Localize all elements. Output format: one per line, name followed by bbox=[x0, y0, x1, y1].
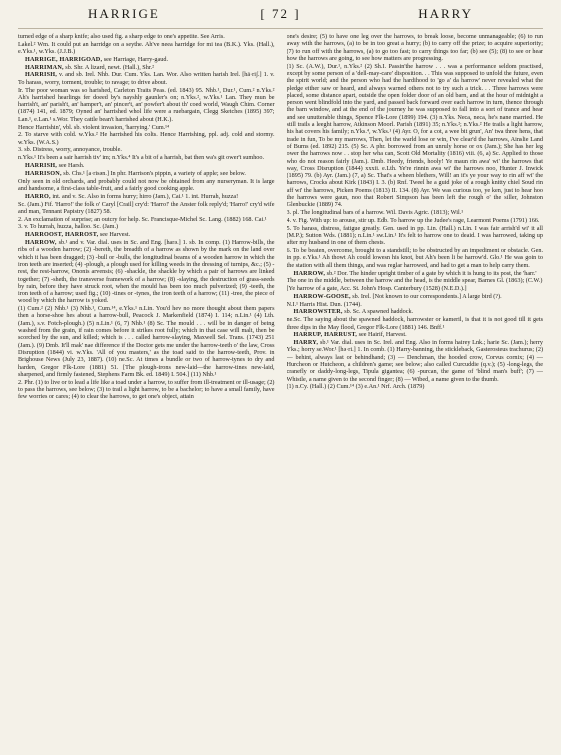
dictionary-entry bbox=[287, 247, 544, 269]
left-column bbox=[18, 33, 275, 748]
headword: HARRISH, bbox=[25, 71, 58, 79]
dictionary-entry bbox=[18, 33, 275, 40]
entry-text: (1) Sc. (A.W.), Dur.¹, n.Yks.² (2) Sh.I. Passin'the harrow . . . was a performance seldom practised, except by some person of a 'dell-may-care' disposition. . . This was supposed to unfold the future, even the spirit world; and the person who had the hardihood to 'go a' da harrow' never revealed what the pledge either saw or heard, and always warned others not to try such a trick. . . Three harrows were placed, some distance apart, outside the open folder door of an old barn, and at the hour of midnight a person went blindfold into the yard, and passed back forward over each harrow in turn, thence through the barn window, and at the end of the journey he was supposed to fall into a sort of trance and hear and see unutterable things, Spence Flk-Lore (1899) 194. (3) n.Yks. Neca, neca, he's nane married. He still trails a leeght harrow, Atkinson Moorl. Parish (1891) 35; n.Yks.²; n.Yks.² He trails a light harrow, his hat covers his family; n.Yks.⁴, w.Yks.¹ (4) Ayr. O, for a cot, a wee bit grun', An' twa three hens, that trade in fun, To be my marrows, Then, let the warld lose or win, I've clear'd the harrows, Ainslie Land of Burns (ed. 1892) 215. (5) Sc. A phr. borrowed from an unruly horse or ox (Jam.); She has her leg ower the harrows now . . stop her wha can, Scott Old Mortality (1816) viii. (6, a) Sc. Applied to those who do not reason fairly (Jam.). Dmb. Heedy, friends, hooly! Ye maun rin awa' wi' the harrows that way, Cross Disruption (1844) xxxii. e.Lth. Ye're rinnin awa wi' the harrows noo, Hunter J. Inwick (1895) 79. (b) Ayr. (Jam.) (7, a) Sc. That's a wheen blethers, Will! an it's ye your way to rin aff wi' the harrows, Crocks about Kirk (1843) I. 3. (b) Rnf. Tweel he a guid joke of a rough knitty chiel Soud rin aff wi' the harrows, Picken Poems (1813) II. 134. (8) Ayr. We was curious too, ye ken, just to hear hoo the harrows were gaun, noo that Robert Simpson has been left the rough o' the siller, Johnston Glenbuckie (1889) 74. bbox=[286, 62, 543, 209]
entry-text: 3. v. To hurrah, huzza, halloo. Sc. (Jam.) bbox=[18, 223, 119, 231]
headword: HARROW, bbox=[25, 239, 57, 247]
dictionary-entry bbox=[287, 217, 544, 224]
entry-text: see Harvest. bbox=[99, 231, 131, 239]
entry-text: [Ye harrow of a gate, Acc. St. John's Hosp. Canterbury (1528) (N.E.D.).] bbox=[286, 285, 467, 293]
dictionary-entry bbox=[287, 225, 544, 247]
dictionary-entry bbox=[18, 305, 275, 378]
dictionary-entry bbox=[18, 239, 275, 305]
entry-text: int. and v. Sc. Also in forms hurry; hirro (Jam.), Cai.¹ 1. int. Hurrah, huzza! bbox=[52, 192, 239, 200]
headword: HARRIMAN, bbox=[25, 63, 64, 71]
dictionary-entry bbox=[18, 201, 275, 216]
dictionary-entry bbox=[18, 41, 275, 56]
entry-text: 5. To harass, distress, fatigue greatly. Gen. used in pp. Lin. (Hall.) n.Lin. I was fair arrish'd wi' it all (M.P.); Sutton Wds. (1881); n.Lin.¹ sw.Lin.¹ It's felt to harrow one to deaid. I was harrowed, taking up after my husband in one of them chests. bbox=[286, 224, 543, 247]
entry-text: 2. An exclamation of surprise; an outcry for help. Sc. Francisque-Michel Sc. Lang. (1882) 168. Cai.¹ bbox=[18, 215, 267, 223]
dictionary-entry bbox=[18, 87, 275, 123]
entry-text: one's desire; (5) to have one leg over the harrows, to break loose, become unmanageable; (6) to run away with the harrows, (a) to be in too great a hurry; (b) to carry off the prize; to acquire superiority; (7) to run off with the harrows, (a) to go too fast; to carry things too far; (b) see (5); (8) to see or hear how the harrows are going, to see how matters are progressing. bbox=[286, 33, 543, 62]
entry-text: Sc. (Jam.) Fif. 'Harro!' the folk o' Caryl [Crail] cry'd: 'Harro!' the Anster folk reply'd; 'Harro!' cry'd wife and man, Tennant Papistry (1827) 58. bbox=[18, 200, 275, 215]
entry-text: n.Yks.¹ It's been a sair harrish tiv' im; n.Yks.⁴ It's a bit of a harrish, bat then wa's git ower't sumhoo. bbox=[18, 154, 265, 162]
page-number: [ 72 ] bbox=[260, 6, 301, 21]
entry-text: 2. Phr. (1) to live or to lead a life like a toad under a harrow, to suffer from ill-treatment or ill-usage; (2) to pass the harrows, see below; (3) to trail a light harrow, to be a bachelor; to have a small family, have few worries or cares; (4) to clear the harrows, to get one's object, attain bbox=[18, 378, 275, 401]
dictionary-entry bbox=[18, 379, 275, 401]
dictionary-entry bbox=[18, 64, 275, 71]
headword: HARRO, bbox=[25, 192, 51, 200]
dictionary-entry bbox=[287, 331, 544, 338]
text-columns bbox=[18, 33, 543, 748]
entry-text: 6. To be beaten, overcome, brought to a standstill; to be obstructed by an impediment or obstacle. Gen. in pp. e.Yks.¹ Ah thowt Ah could lowesn his knot, but Ah's been li be harrow'd. Glo.¹ He was goin to the station with all them things, and was reglar harrowed, and had to get a man to help carry them. bbox=[286, 247, 543, 269]
entry-text: Lakel.² Wm. It could put an harridge on a seythe. Ah've neea harridge for mi tea (B.K.). Yks. (Hall.), e.Yks.¹, w.Yks. (J.J.B.) bbox=[18, 40, 275, 56]
headword: HARRY, bbox=[293, 339, 319, 347]
entry-text: The one in the middle, between the harrow and the head, is the middle spear, Barnes Gl. (1863); (C.W.) bbox=[286, 277, 543, 285]
dictionary-entry bbox=[18, 71, 275, 86]
entry-text: see Harriage, Harry-gaud. bbox=[103, 55, 168, 63]
dictionary-entry bbox=[18, 216, 275, 223]
entry-text: 4. v. Fig. With up: to arouse, stir up. Edb. To harrow up the Judee's rage, Learmont Poems (1791) 166. bbox=[286, 216, 540, 224]
dictionary-entry bbox=[287, 277, 544, 284]
dictionary-entry bbox=[287, 285, 544, 292]
entry-text: sb. Irel. [Not known to our correspondents.] A large bird (?). bbox=[352, 292, 502, 300]
dictionary-entry bbox=[287, 308, 544, 315]
entry-text: sb. Sc. A spawned haddock. bbox=[344, 308, 414, 316]
entry-text: (1) n.Cy. (Hall.) (2) Cum.¹⁴ (3) e.An.¹ Nrf. Arch. (1879) bbox=[286, 383, 425, 391]
entry-text: Hence Harrishin', vbl. sb. violent invasion, 'harrying.' Cum.¹⁴ bbox=[18, 123, 170, 131]
dictionary-entry bbox=[18, 231, 275, 238]
right-column bbox=[287, 33, 544, 748]
entry-text: N.I.¹ Harris Hist. Dun. (1744). bbox=[286, 300, 362, 308]
headword: HARROW, bbox=[293, 269, 326, 277]
dictionary-entry bbox=[287, 339, 544, 383]
headword: HARROW-GOOSE, bbox=[293, 292, 351, 300]
entry-text: sb. Chs.¹ [a·risən.] In phr. Harrison's pippin, a variety of apple; see below. bbox=[63, 169, 246, 177]
entry-text: sb.² Dor. The hinder upright timber of a gate by which it is hung to its post, the 'harr.' bbox=[326, 269, 537, 277]
entry-text: 3. pl. The longitudinal bars of a harrow. Wil. Davis Agric. (1813); Wil.¹ bbox=[286, 209, 464, 217]
headword: HARRUP, HARRUST, bbox=[293, 331, 358, 339]
dictionary-entry bbox=[18, 162, 275, 169]
running-head-right: HARRY bbox=[418, 6, 473, 21]
entry-text: 3. sb. Distress, worry, annoyance, trouble. bbox=[18, 146, 122, 154]
entry-text: ne.Sc. The saying about the spawned haddock, harrowster or kameril, is that it is not good till it gets three dips in the May flood, Gregor Flk-Lore (1881) 146. Bnff.¹ bbox=[286, 316, 543, 331]
entry-text: Ir. The poor woman was so harished, Carleton Traits Peas. (ed. 1843) 95. Nhb.¹, Dur.¹, Cum.² n.Yks.² Ah's harrished hearlings fer doeed by's nayshly gaunler's on; n.Yks.², w.Yks.¹ Lan. They mun be harrish't, an' parish't, an' hamper't, an' pincer't, an' powfer't about th' coed world, Waugh Chim. Corner (1874) 141, ed. 1879; Oyned an' harrished whol life were a ruebargain, Clegg Sketches (1895) 397; Lan.¹, e.Lan.¹ s.Wor. They cattle bean't harrished about (H.K.). bbox=[18, 86, 275, 123]
entry-text: see Harsh. bbox=[58, 162, 85, 170]
dictionary-entry bbox=[18, 131, 275, 146]
dictionary-entry bbox=[287, 301, 544, 308]
dictionary-entry bbox=[18, 170, 275, 177]
headword: HARRISON, bbox=[25, 169, 62, 177]
dictionary-entry bbox=[287, 63, 544, 209]
headword: HARRISH, bbox=[25, 162, 58, 170]
entry-text: sb. Shr. A lizard, newt. (Hall.), Shr.² bbox=[65, 63, 154, 71]
headword: HARROOST, HARROST, bbox=[25, 231, 99, 239]
dictionary-entry bbox=[287, 316, 544, 331]
dictionary-entry bbox=[287, 383, 544, 390]
dictionary-entry bbox=[18, 124, 275, 131]
dictionary-entry bbox=[18, 223, 275, 230]
entry-text: sb.¹ and v. Var. dial. uses in Sc. and Eng. [harə.] 1. sb. In comp. (1) Harrow-bills, the ribs of a wooden harrow; (2) -bereth, the breadth of a harrow as shown by the mark on the land over which it has been dragged; (3) -bull or -bulls, the longitudinal beams of a wooden harrow in which the iron teeth are inserted; (4) -plough, a plough used for killing weeds in the dressing of turnips, &c.; (5) -rest, the rest-harrow, Ononis arvensis; (6) -shackle, the shackle by which a pair of harrows are linked together; (7) -sheth, the transverse framework of a harrow; (8) -slaying, the destruction of grass-seeds by rain, before they have struck root, when the mould has been too much pulverized; (9) -teeth, the iron teeth of a harrow; used fig.; (10) -tines or -tynes, the iron teeth of a harrow; (11) -tree, the piece of wood by which the harrow is yoked. bbox=[18, 239, 275, 305]
headword: HARRIGE, HARRIGOAD, bbox=[25, 55, 103, 63]
running-head-left: HARRIGE bbox=[88, 6, 160, 21]
entry-text: 2. To starve with cold. w.Yks.² He harrished his colts. Hence Harrishing, ppl. adj. cold and stormy. w.Yks. (W.A.S.) bbox=[18, 131, 275, 146]
dictionary-entry bbox=[18, 193, 275, 200]
entry-text: sb.¹ Var. dial. uses in Sc. Irel. and Eng. Also in forms hairey Lnk.; harie Sc. (Jam.); herry Yks.; horry se.Wor.¹ [hə·ri.] 1. In comb. (1) Harry-banning, the stickleback, Gasterosteus trachurus; (2) — behint, always last or behindhand; (3) — Denchman, the hooded crow, Corvus cornix; (4) — Hurcheon or Hutcheon, a children's game; see below; also called Curcuddie (q.v.); (5) -long-legs, the cranefly or daddy-long-legs, Tipula gigantea; (6) -purcan, the game of 'blind man's buff'; (7) — Whistle, a name given to the second finger; (8) — Wibed, a name given to the thumb. bbox=[286, 339, 543, 383]
entry-text: turned edge of a sharp knife; also used fig. a sharp edge to one's appetite. See Arris. bbox=[18, 33, 225, 40]
dictionary-entry bbox=[287, 33, 544, 62]
dictionary-entry bbox=[287, 270, 544, 277]
dictionary-entry bbox=[18, 154, 275, 161]
dictionary-entry bbox=[287, 209, 544, 216]
entry-text: v. and sb. Irel. Nhb. Dur. Cum. Yks. Lan. Wor. Also written harish Irel. [hā·riʃ.] 1. v. To harass, worry, torment, trouble; to ravage; to drive about. bbox=[18, 71, 275, 86]
entry-text: see Hairif, Harvest. bbox=[358, 331, 407, 339]
entry-text: Only seen in old orchards, and probably could not now be obtained from any nurseryman. It is large and handsome, a first-class table-fruit, and a fairly good cooking apple. bbox=[18, 177, 275, 192]
dictionary-entry bbox=[287, 293, 544, 300]
entry-text: (1) Cum.² (2) Nhb.¹ (3) Nhb.¹, Cum.¹⁴, e.Yks.¹ n.Lin. You'd hev no more thought about them papers then a horse-shoe hes about a harrow-bull, Peacock J. Markenfield (1874) I. 114; n.Lin.¹ (4) Lth. (Jam.), s.v. Fotch-plough.) (5) n.Lin.¹ (6, 7) Nhb.¹ (8) Sc. The mould . . . will be in danger of being washed from the grain, if rain comes before it strikes root fully; which in that case will malt, then be scorched by the sun, and killed; which is . . . called harrow-slaying, Maxwell Sel. Trans. (1743) 251 (Jam.). (9) Dmb. It'll mak' nae difference if the Doctor gets me under the harrow-teeth o' the law, Cross Disruption (1844) vi. w.Yks. 'All of you masters,' as the toad said to the harrow-teeth, Prov. in Brighouse News (July 23, 1887). (10) ne.Sc. At times a bundle or two of harrow-tynes to dry and harden, Gregor Flk-Lore (1881) 51. [The plough-irons new-laid—the harrow-tines new-laid, sharpened, and firmly fastened, Stephens Farm Bk. ed. 1849) I. 504.] (11) Nhb.¹ bbox=[18, 305, 275, 378]
headword: HARROWSTER, bbox=[293, 308, 343, 316]
running-head bbox=[18, 6, 543, 29]
dictionary-entry bbox=[18, 56, 275, 63]
dictionary-entry bbox=[18, 178, 275, 193]
dictionary-entry bbox=[18, 146, 275, 153]
